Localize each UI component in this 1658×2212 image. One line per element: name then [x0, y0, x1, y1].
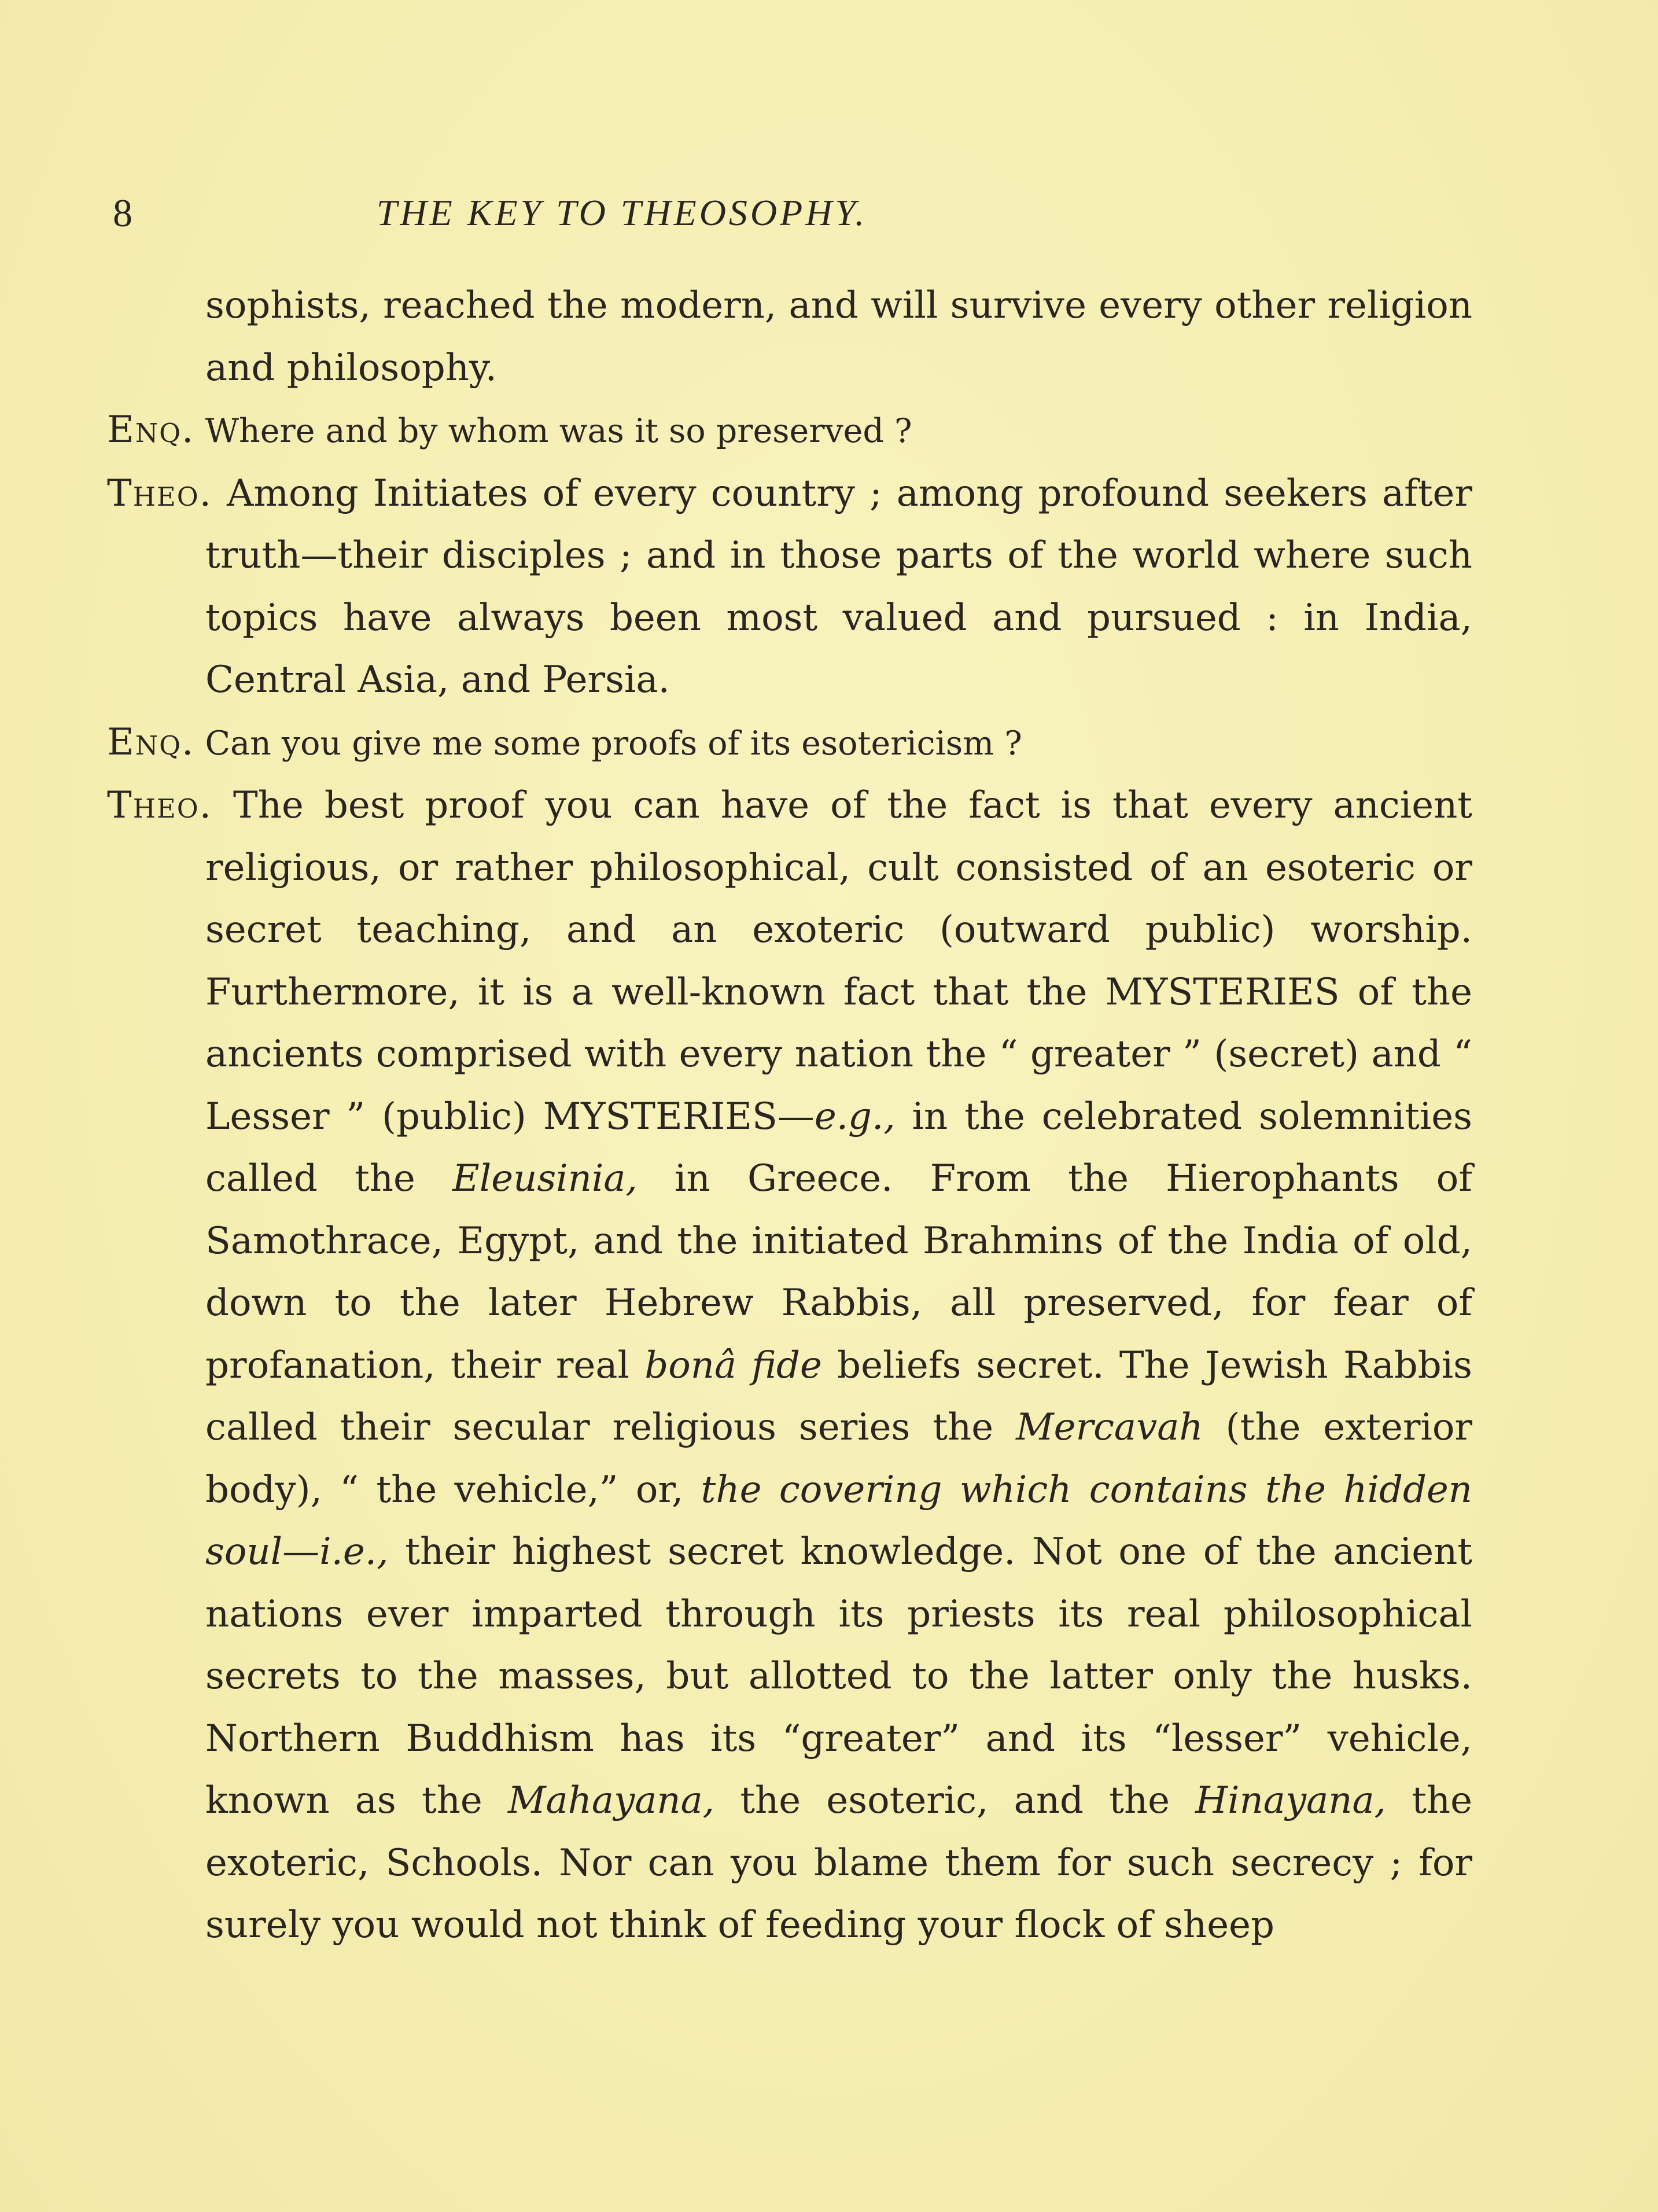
- body-text: [107, 275, 1472, 1957]
- paragraph-text: their highest secret knowledge. Not one of the ancient nations ever imparted through its priests its real philosophical secrets to the masses, but allotted to the latter only the husks. Northern Buddhism has its “greater” and its “lesser” vehicle, known as the: [205, 1530, 1472, 1822]
- paragraph-text: The best proof you can have of the fact is that every ancient religious, or rather philosophical, cult consisted of an esoteric or secret teaching, and an exoteric (outward public) worship. Furthermore, it is a well-known fact that the MYSTERIES of the ancients comprised with every nation the “ greater ” (secret) and “ Lesser ” (public) MYSTERIES—: [205, 784, 1473, 1138]
- paragraph-text: Among Initiates of every country ; among profound seekers after truth—their disciples ; and in those parts of the world where such topics have always been most valued and pursued : in India, Central Asia, and Persia.: [205, 472, 1473, 701]
- speaker-label: Theo.: [107, 784, 213, 827]
- paragraph-theosophist-2: [107, 775, 1472, 1957]
- italic-covering: the covering which contains the hidden soul—i.e.,: [205, 1468, 1472, 1573]
- paragraph-continuation: [107, 275, 1472, 399]
- paragraph-text: in Greece. From the Hierophants of Samothrace, Egypt, and the initiated Brahmins of the India of old, down to the later Hebrew Rabbis, all preserved, for fear of profanation, their real: [205, 1157, 1472, 1387]
- italic-bona-fide: bonâ fide: [644, 1344, 822, 1387]
- italic-mahayana: Mahayana,: [508, 1779, 715, 1822]
- paragraph-text: (the exterior body), “ the vehicle,” or,: [205, 1406, 1473, 1511]
- italic-eleusinia: Eleusinia,: [452, 1157, 638, 1200]
- paragraph-text: sophists, reached the modern, and will survive every other religion and philosophy.: [205, 284, 1472, 389]
- paragraph-theosophist-1: [107, 463, 1472, 712]
- paragraph-text: the esoteric, and the: [714, 1779, 1196, 1822]
- page-header: [113, 184, 1131, 242]
- paragraph-text: beliefs secret. The Jewish Rabbis called their secular religious series the: [205, 1344, 1473, 1449]
- italic-hinayana: Hinayana,: [1195, 1779, 1386, 1822]
- paragraph-text: the exoteric, Schools. Nor can you blame them for such secrecy ; for surely you would not think of feeding your flock of sheep: [205, 1779, 1473, 1946]
- page-number: 8: [113, 191, 132, 235]
- paragraph-text: Where and by whom was it so preserved ?: [205, 412, 912, 450]
- paragraph-enquirer-1: [107, 399, 1472, 463]
- paragraph-text: Can you give me some proofs of its esotericism ?: [205, 724, 1022, 763]
- paragraph-text: in the celebrated solemnities called the: [205, 1095, 1473, 1200]
- italic-eg: e.g.,: [814, 1095, 896, 1138]
- speaker-label: Theo.: [107, 472, 213, 515]
- speaker-label: Enq.: [107, 408, 195, 451]
- paragraph-enquirer-2: [107, 712, 1472, 775]
- italic-mercavah: Mercavah: [1016, 1406, 1203, 1449]
- speaker-label: Enq.: [107, 720, 195, 764]
- running-title: THE KEY TO THEOSOPHY.: [376, 192, 868, 233]
